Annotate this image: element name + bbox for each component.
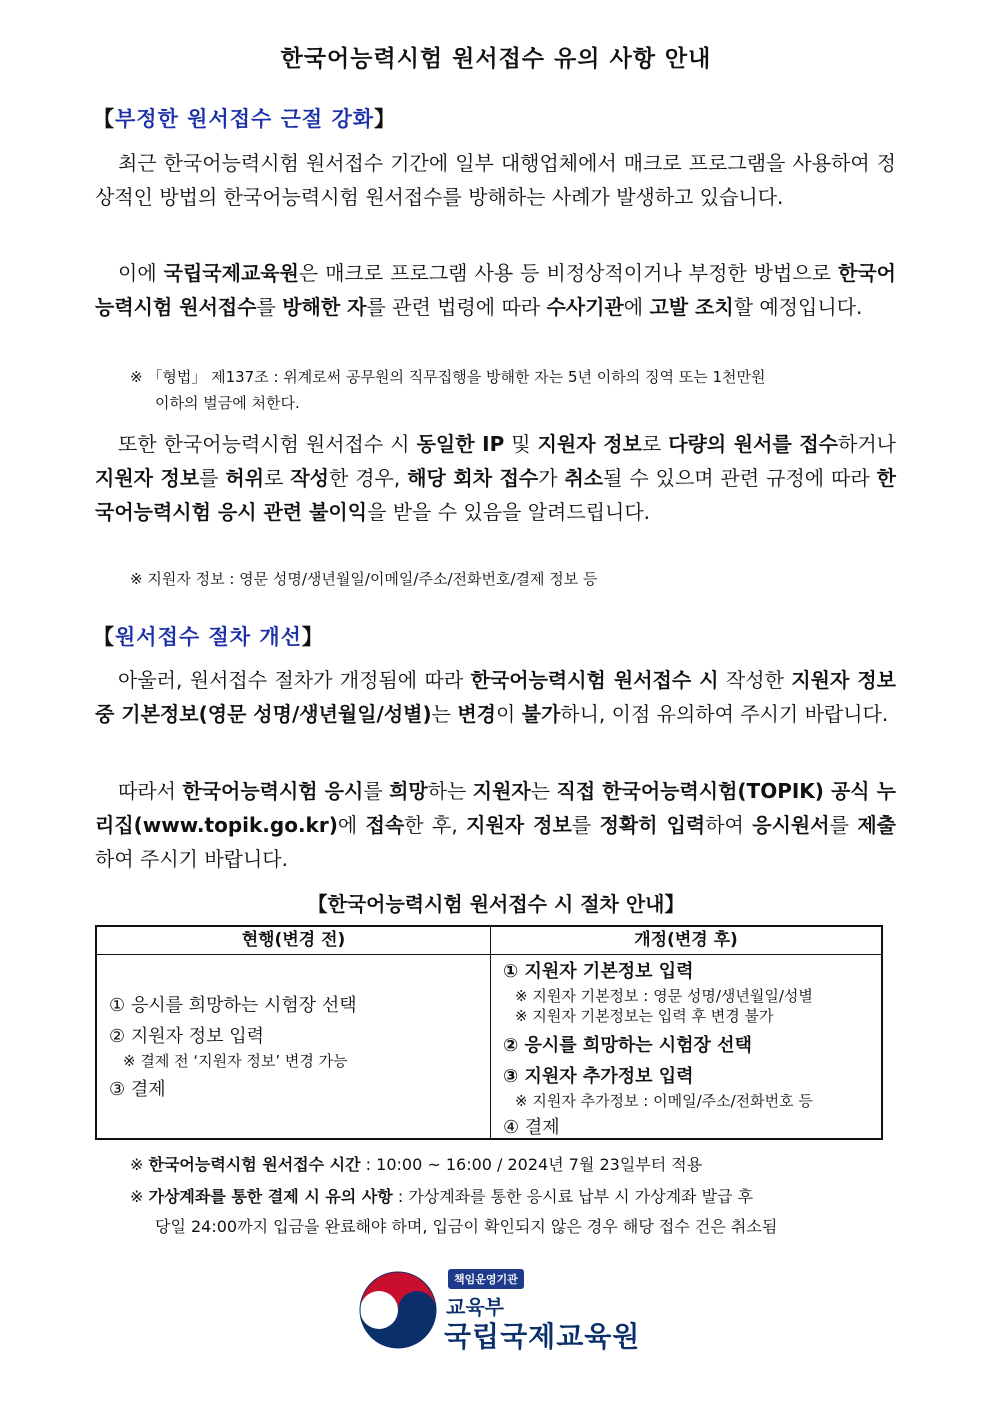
column-header-before: 현행(변경 전)	[241, 930, 346, 950]
procedure-table	[95, 925, 883, 1140]
logo-organization: 국립국제교육원	[444, 1320, 641, 1353]
paragraph-1: 최근 한국어능력시험 원서접수 기간에 일부 대행업체에서 매크로 프로그램을 사용하여 정상적인 방법의 한국어능력시험 원서접수를 방해하는 사례가 발생하고 있습니다.	[95, 151, 896, 209]
paragraph-5: 따라서 한국어능력시험 응시를 희망하는 지원자는 직접 한국어능력시험(TOPIK) 공식 누리집(www.topik.go.kr)에 접속한 후, 지원자 정보를 정확히 입력하여 응시원서를 제출하여 주시기 바랍니다.	[95, 779, 896, 871]
before-step-1: ① 응시를 희망하는 시험장 선택	[109, 995, 357, 1016]
before-step-2-note: ※ 결제 전 ‘지원자 정보’ 변경 가능	[123, 1052, 348, 1070]
institution-logo	[358, 1265, 658, 1355]
document-title: 한국어능력시험 원서접수 유의 사항 안내	[280, 46, 712, 72]
note-applicant-info: ※ 지원자 정보 : 영문 성명/생년월일/이메일/주소/전화번호/결제 정보 등	[130, 570, 598, 588]
logo-badge: 책임운영기관	[448, 1269, 524, 1289]
after-step-2: ② 응시를 희망하는 시험장 선택	[503, 1035, 752, 1056]
section-heading-2: 【원서접수 절차 개선】	[93, 625, 324, 649]
after-step-1: ① 지원자 기본정보 입력	[503, 961, 694, 982]
logo-ministry: 교육부	[446, 1295, 504, 1319]
after-step-4: ④ 결제	[503, 1117, 560, 1138]
table-title: 【한국어능력시험 원서접수 시 절차 안내】	[307, 892, 685, 916]
table-divider	[490, 927, 491, 1138]
section-heading-2-text: 원서접수 절차 개선	[115, 625, 302, 649]
table-cell-after	[503, 955, 878, 1138]
after-step-3-note: ※ 지원자 추가정보 : 이메일/주소/전화번호 등	[515, 1092, 813, 1110]
section-heading-1: 【부정한 원서접수 근절 강화】	[93, 107, 397, 131]
after-step-3: ③ 지원자 추가정보 입력	[503, 1066, 694, 1087]
before-step-2: ② 지원자 정보 입력	[109, 1026, 265, 1047]
section-heading-1-text: 부정한 원서접수 근절 강화	[115, 107, 375, 131]
footnote-2: ※ 가상계좌를 통한 결제 시 유의 사항 : 가상계좌를 통한 응시료 납부 시 가상계좌 발급 후 당일 24:00까지 입금을 완료해야 하며, 입금이 확인되지 않은 경우 해당 접수 건은 취소됨	[130, 1187, 778, 1236]
table-header-row	[97, 927, 881, 955]
paragraph-3: 또한 한국어능력시험 원서접수 시 동일한 IP 및 지원자 정보로 다량의 원서를 접수하거나 지원자 정보를 허위로 작성한 경우, 해당 회차 접수가 취소될 수 있으며 관련 규정에 따라 한국어능력시험 응시 관련 불이익을 받을 수 있음을 알려드립니다.	[95, 432, 896, 524]
after-step-1-note-1: ※ 지원자 기본정보 : 영문 성명/생년월일/성별	[515, 987, 813, 1005]
footnote-1: ※ 한국어능력시험 원서접수 시간 : 10:00 ~ 16:00 / 2024년 7월 23일부터 적용	[130, 1155, 703, 1174]
note-criminal-law: ※ 「형법」 제137조 : 위계로써 공무원의 직무집행을 방해한 자는 5년 이하의 징역 또는 1천만원 이하의 벌금에 처한다.	[130, 368, 766, 412]
column-header-after: 개정(변경 후)	[634, 930, 738, 950]
before-step-3: ③ 결제	[109, 1079, 166, 1100]
taegeuk-emblem-icon	[358, 1270, 438, 1350]
after-step-1-note-2: ※ 지원자 기본정보는 입력 후 변경 불가	[515, 1007, 774, 1025]
paragraph-4: 아울러, 원서접수 절차가 개정됨에 따라 한국어능력시험 원서접수 시 작성한 지원자 정보 중 기본정보(영문 성명/생년월일/성별)는 변경이 불가하니, 이점 유의하여 주시기 바랍니다.	[95, 668, 896, 726]
table-cell-before	[109, 955, 484, 1138]
paragraph-2: 이에 국립국제교육원은 매크로 프로그램 사용 등 비정상적이거나 부정한 방법으로 한국어능력시험 원서접수를 방해한 자를 관련 법령에 따라 수사기관에 고발 조치할 예정입니다.	[95, 261, 896, 319]
